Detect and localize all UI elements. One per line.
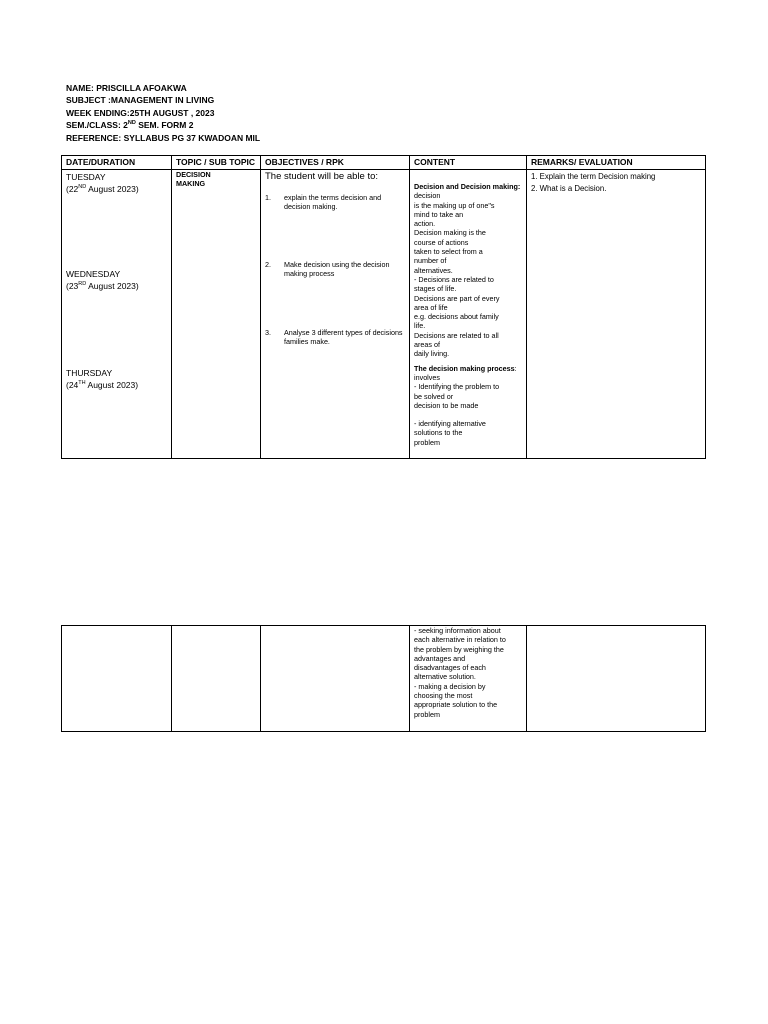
objectives-cell (261, 170, 410, 459)
date-cell (62, 626, 172, 732)
topic-cell (172, 626, 261, 732)
content-cell (410, 170, 527, 459)
day-tuesday: TUESDAY (22ND August 2023) (66, 172, 139, 194)
objective-item: 3. Analyse 3 different types of decisions families make. (265, 328, 403, 346)
table-row (62, 626, 706, 732)
lesson-plan-table-continued (61, 625, 706, 732)
topic-cell: DECISION MAKING (172, 170, 261, 459)
remark-item: 2. What is a Decision. (531, 184, 607, 193)
col-header-objectives: OBJECTIVES / RPK (261, 156, 410, 170)
table-header-row (62, 156, 706, 170)
teacher-name: NAME: PRISCILLA AFOAKWA (66, 83, 187, 93)
col-header-remarks: REMARKS/ EVALUATION (527, 156, 706, 170)
content-text: - seeking information about each alternative in relation to the problem by weighing the advantages and disadvantages of each alternative solution. - making a decision by choosing the most appropriate solution to the problem (414, 626, 506, 719)
lesson-header (66, 82, 260, 144)
remarks-cell (527, 626, 706, 732)
day-wednesday: WEDNESDAY (23RD August 2023) (66, 269, 139, 291)
objectives-intro: The student will be able to: (265, 171, 379, 182)
week-ending-line: WEEK ENDING:25TH AUGUST , 2023 (66, 107, 215, 118)
content-text: Decision and Decision making: decision is the making up of one"s mind to take an action. Decision making is the course of actions taken to select from a number of alternatives. - Decisions are related to stages of life. Decisions are part of every area of life e.g. decisions about family life. Decisions are related to all areas of daily living. The decision making process: involves - Identifying the problem to be solved or decision to be made - identifying alternative solutions to the problem (414, 182, 521, 447)
col-header-date: DATE/DURATION (62, 156, 172, 170)
col-header-topic: TOPIC / SUB TOPIC (172, 156, 261, 170)
table-row (62, 170, 706, 459)
date-cell (62, 170, 172, 459)
content-cell (410, 626, 527, 732)
sem-class-line: SEM./CLASS: 2ND SEM. FORM 2 (66, 120, 194, 131)
remarks-cell (527, 170, 706, 459)
subject-line: SUBJECT :MANAGEMENT IN LIVING (66, 95, 215, 106)
day-thursday: THURSDAY (24TH August 2023) (66, 368, 139, 390)
reference-line: REFERENCE: SYLLABUS PG 37 KWADOAN MIL (66, 132, 261, 143)
objective-item: 1. explain the terms decision and decision making. (265, 193, 382, 211)
objective-item: 2. Make decision using the decision making process (265, 260, 390, 278)
objectives-cell (261, 626, 410, 732)
col-header-content: CONTENT (410, 156, 527, 170)
remark-item: 1. Explain the term Decision making (531, 172, 656, 181)
lesson-plan-table (61, 155, 706, 459)
